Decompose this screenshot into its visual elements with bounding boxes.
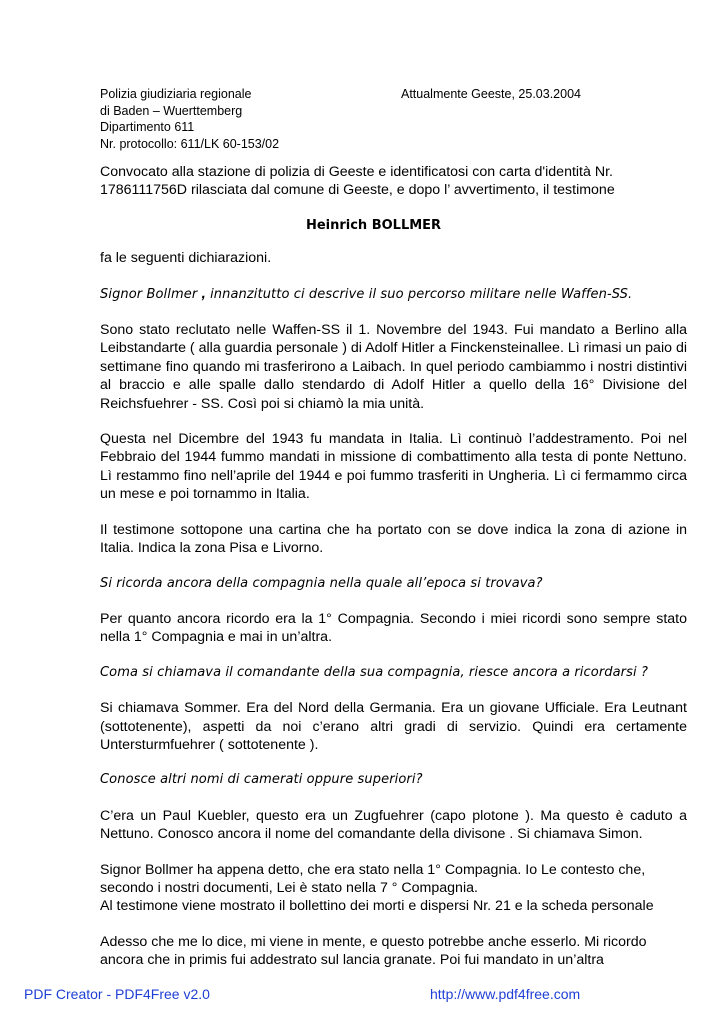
intro-paragraph: Convocato alla stazione di polizia di Geeste e identificatosi con carta d'identità Nr. 1786111756D rilasciata dal comune di Geeste, e dopo l’ avvertimento, il testimone: [100, 164, 615, 199]
text-line: Adesso che me lo dice, mi viene in mente, e questo potrebbe anche esserlo. Mi ricordo: [100, 933, 647, 950]
header-line: Dipartimento 611: [100, 120, 195, 134]
text-line: secondo i nostri documenti, Lei è stato nella 7 ° Compagnia.: [100, 879, 478, 896]
text-line: Al testimone viene mostrato il bollettino dei morti e dispersi Nr. 21 e la scheda personale: [100, 898, 654, 915]
answer-paragraph: Si chiamava Sommer. Era del Nord della Germania. Era un giovane Ufficiale. Era Leutnant (sottotenente), aspetti da noi c’erano altri gradi di servizio. Quindi era certamente Untersturmfuehrer ( sottotenente ).: [100, 700, 687, 753]
text-line: ancora che in primis fui addestrato sul lancia granate. Poi fui mandato in un’altra: [100, 952, 604, 969]
footer-creator-link[interactable]: PDF Creator - PDF4Free v2.0: [24, 986, 210, 1002]
footer-url-link[interactable]: http://www.pdf4free.com: [430, 986, 581, 1002]
document-body: [100, 163, 687, 987]
answer-paragraph: [100, 861, 687, 916]
header-line: Nr. protocollo: 611/LK 60-153/02: [100, 136, 280, 151]
witness-name: Heinrich BOLLMER: [305, 217, 442, 233]
answer-paragraph: [100, 933, 687, 970]
header-address-block: [100, 86, 279, 152]
answer-paragraph: Questa nel Dicembre del 1943 fu mandata in Italia. Lì continuò l’addestramento. Poi nel Febbraio del 1944 fummo mandati in missione di combattimento alla testa di ponte Nettuno. Lì restammo fino nell’aprile del 1944 e poi fummo trasferiti in Ungheria. Lì ci fermammo circa un mese e poi tornammo in Italia.: [100, 431, 687, 503]
answer-paragraph: Sono stato reclutato nelle Waffen-SS il 1. Novembre del 1943. Fui mandato a Berlino alla Leibstandarte ( alla guardia personale ) di Adolf Hitler a Finckensteinallee. Lì rimasi un paio di settimane fino quando mi trasferirono a Laibach. In quel periodo cambiammo i nostri distintivi al braccio e alle spalle dallo stendardo di Adolf Hitler a quello della 16° Divisione del Reichsfuehrer - SS. Così poi si chiamò la mia unità.: [100, 322, 687, 412]
declaration-line: fa le seguenti dichiarazioni.: [100, 250, 272, 267]
question-paragraph: [100, 285, 687, 304]
header-place-date: Attualmente Geeste, 25.03.2004: [401, 87, 581, 101]
header-line: Polizia giudiziaria regionale: [100, 87, 252, 101]
answer-paragraph: Per quanto ancora ricordo era la 1° Compagnia. Secondo i miei ricordi sono sempre stato nella 1° Compagnia e mai in un’altra.: [100, 610, 687, 646]
question-paragraph: Coma si chiamava il comandante della sua compagnia, riesce ancora a ricordarsi ?: [100, 664, 648, 680]
question-comma: ,: [197, 284, 206, 302]
question-text: innanzitutto ci descrive il suo percorso militare nelle Waffen-SS.: [205, 286, 633, 302]
header-line: di Baden – Wuerttemberg: [100, 103, 243, 118]
text-line: Signor Bollmer ha appena detto, che era stato nella 1° Compagnia. Io Le contesto che,: [100, 861, 646, 878]
question-paragraph: Si ricorda ancora della compagnia nella quale all’epoca si trovava?: [100, 575, 543, 591]
answer-paragraph: Il testimone sottopone una cartina che ha portato con se dove indica la zona di azione in Italia. Indica la zona Pisa e Livorno.: [100, 521, 687, 557]
answer-paragraph: C’era un Paul Kuebler, questo era un Zugfuehrer (capo plotone ). Ma questo è caduto a Nettuno. Conosco ancora il nome del comandante della divisone . Si chiamava Simon.: [100, 807, 687, 843]
question-paragraph: Conosce altri nomi di camerati oppure superiori?: [100, 772, 423, 788]
question-prefix: Signor Bollmer: [100, 286, 198, 302]
